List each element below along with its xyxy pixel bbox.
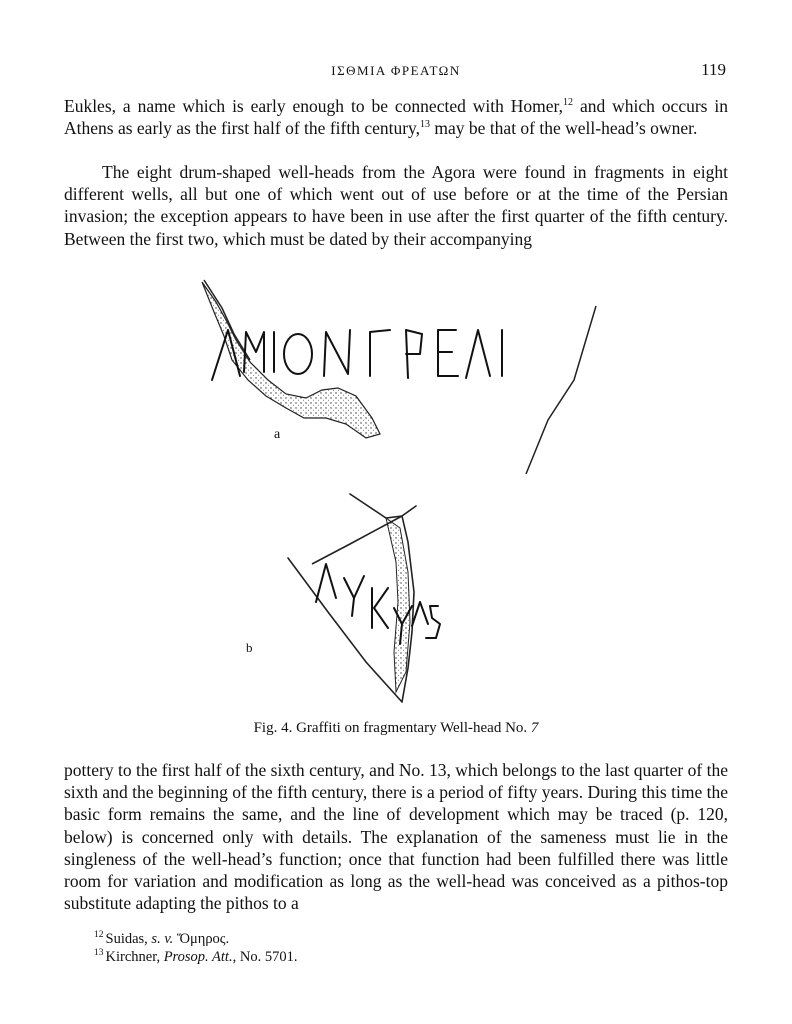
footnote-text: Kirchner, bbox=[105, 949, 164, 965]
footnote-number: 13 bbox=[94, 948, 104, 959]
paragraph-1-text-c: may be that of the well-head’s owner. bbox=[430, 118, 698, 139]
footnote-ref-13[interactable]: 13 bbox=[420, 119, 431, 131]
page-number: 119 bbox=[701, 60, 726, 79]
fragment-b-letters bbox=[316, 564, 440, 644]
footnote-text: Suidas, bbox=[105, 931, 152, 947]
footnotes bbox=[94, 930, 694, 966]
fragment-a bbox=[202, 280, 596, 474]
running-head bbox=[64, 60, 728, 82]
fragment-a-crack bbox=[526, 306, 596, 474]
footnote-ref-12[interactable]: 12 bbox=[563, 97, 574, 109]
fragment-a-label: a bbox=[274, 427, 281, 442]
figure-graffiti bbox=[190, 272, 610, 712]
paragraph-2: The eight drum-shaped well-heads from the Agora were found in fragments in eight different wells, all but one of which went out of use before or at the time of the Persian invasion; the exception appears to have been in use after the first quarter of the fifth century. Between the first two, which must be dated by their accompanying bbox=[64, 162, 728, 249]
paragraph-3: pottery to the first half of the sixth century, and No. 13, which belongs to the last quarter of the sixth and the beginning of the fifth century, there is a period of fifty years. During this time the basic form remains the same, and the line of development which may be traced (p. 120, below) is concerned only with details. The explanation of the sameness must lie in the singleness of the well-head’s function; once that function had been fulfilled there was little room for variation and modification as long as the well-head was conceived as a pithos-top substitute adapting the pithos to a bbox=[64, 760, 728, 914]
footnote-13 bbox=[94, 948, 694, 966]
paragraph-1 bbox=[64, 95, 728, 139]
fragment-b bbox=[246, 494, 440, 702]
footnote-italic: s. v. bbox=[151, 931, 174, 947]
fragment-b-label: b bbox=[246, 640, 253, 655]
fragment-b-break-surface bbox=[386, 518, 410, 692]
paragraph-1-text-b: and which occurs in Athens as early as the first half of the fifth century, bbox=[64, 96, 728, 139]
footnote-text: Ὅμηρος. bbox=[173, 931, 230, 947]
figure-caption-number: 7 bbox=[530, 720, 539, 736]
footnote-text: , No. 5701. bbox=[232, 949, 298, 965]
figure-caption bbox=[64, 720, 728, 737]
fragment-a-break-surface bbox=[202, 282, 380, 438]
graffiti-drawing bbox=[190, 272, 610, 712]
paragraph-1-text-a: Eukles, a name which is early enough to be connected with Homer, bbox=[64, 96, 564, 116]
running-title: ΙΣΘΜΙΑ ΦΡΕΑΤΩΝ bbox=[331, 63, 461, 78]
footnote-italic: Prosop. Att. bbox=[163, 949, 233, 965]
footnote-12 bbox=[94, 930, 694, 948]
fragment-a-edge bbox=[204, 280, 250, 360]
figure-caption-text: Fig. 4. Graffiti on fragmentary Well-head No. bbox=[253, 720, 531, 736]
footnote-number: 12 bbox=[94, 930, 104, 941]
fragment-b-diagonal bbox=[312, 516, 402, 564]
